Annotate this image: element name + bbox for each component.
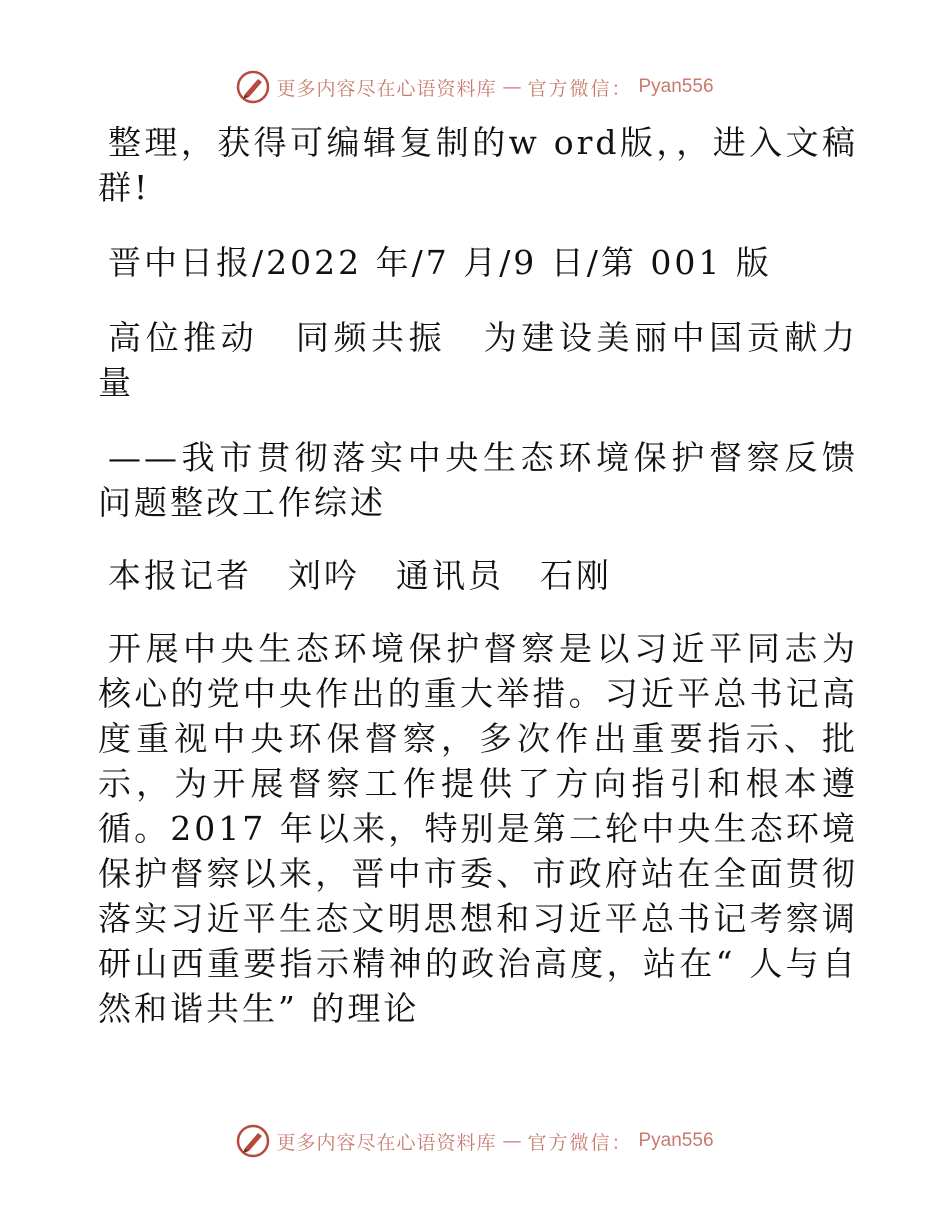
byline: 本报记者 刘吟 通讯员 石刚 <box>108 556 612 595</box>
watermark-separator: — <box>502 1130 522 1152</box>
footer-watermark <box>0 1124 950 1158</box>
source-line: 晋中日报/2022 年/7 月/9 日/第 001 版 <box>108 243 772 282</box>
body-paragraph: 开展中央生态环境保护督察是以习近平同志为核心的党中央作出的重大举措。习近平总书记高度重视中央环保督察，多次作出重要指示、批示，为开展督察工作提供了方向指引和根本遵循。2017 年以来，特别是第二轮中央生态环境保护督察以来，晋中市委、市政府站在全面贯彻落实习近平生态文明思想和习近平总书记考察调研山西重要指示精神的政治高度，站在“ 人与自然和谐共生” 的理论 <box>98 629 858 1028</box>
pen-logo-icon <box>236 70 270 104</box>
header-watermark <box>0 70 950 104</box>
headline: 高位推动 同频共振 为建设美丽中国贡献力量 <box>98 318 858 402</box>
watermark-wechat-id: Pyan556 <box>638 1130 714 1151</box>
watermark-brand: 更多内容尽在心语资料库 <box>276 1131 497 1154</box>
document-content <box>98 120 858 1031</box>
watermark-brand: 更多内容尽在心语资料库 <box>276 77 497 100</box>
pen-logo-icon <box>236 1124 270 1158</box>
subheadline: ——我市贯彻落实中央生态环境保护督察反馈问题整改工作综述 <box>98 438 858 522</box>
watermark-official-label: 官方微信： <box>527 1131 633 1154</box>
watermark-wechat-id: Pyan556 <box>638 76 714 97</box>
intro-text: 整理，获得可编辑复制的w ord版，，进入文稿群! <box>98 123 858 207</box>
watermark-official-label: 官方微信： <box>527 77 633 100</box>
watermark-separator: — <box>502 76 522 98</box>
